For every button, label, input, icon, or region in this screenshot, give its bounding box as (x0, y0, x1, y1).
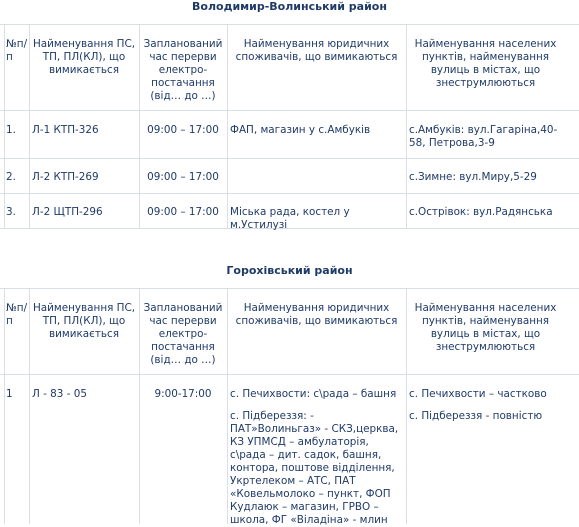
row-time: 09:00 – 17:00 (147, 124, 219, 136)
table-border (4, 24, 5, 228)
row-time: 09:00 – 17:00 (147, 171, 219, 183)
row-consumers: ФАП, магазин у с.Амбуків (230, 124, 371, 136)
row-line: Л - 83 - 05 (32, 388, 87, 400)
row-settlements-2: с. Підбереззя - повністю (409, 410, 543, 422)
row-settlements: с.Амбуків: вул.Гагаріна,40-58, Петрова,3-9 (409, 124, 558, 149)
header-settlements: Найменування населених пунктів, найменування вулиць в містах, що знеструмлюються (414, 302, 557, 353)
row-time: 09:00 – 17:00 (147, 206, 219, 218)
table-border (29, 288, 30, 524)
header-consumers: Найменування юридичних споживачів, що вимикаються (235, 302, 398, 327)
table-border (0, 24, 579, 25)
header-settlements: Найменування населених пунктів, найменування вулиць в містах, що знеструмлюються (414, 38, 557, 89)
table-border (406, 288, 407, 524)
row-time: 9:00-17:00 (154, 388, 212, 400)
table-border (0, 288, 579, 289)
row-line: Л-1 КТП-326 (32, 124, 99, 136)
table-border (0, 374, 579, 375)
row-num: 1 (6, 388, 13, 400)
district-title: Володимир-Волинський район (192, 0, 387, 13)
district-title: Горохівський район (226, 264, 353, 277)
table-border (139, 288, 140, 524)
row-line: Л-2 КТП-269 (32, 171, 99, 183)
table-border (0, 110, 579, 111)
header-time: Запланований час перерви електро-постачання (від… до …) (143, 38, 223, 102)
row-num: 1. (6, 124, 16, 136)
table-border (227, 24, 228, 228)
table-border (4, 288, 5, 524)
row-num: 2. (6, 171, 16, 183)
header-num: №п/п (6, 38, 28, 63)
header-num: №п/п (6, 302, 28, 327)
table-border (139, 24, 140, 228)
table-border (0, 158, 579, 159)
table-border (227, 288, 228, 524)
row-line: Л-2 ЩТП-296 (32, 206, 103, 218)
table-border (29, 24, 30, 228)
row-settlements: с.Зимне: вул.Миру,5-29 (409, 171, 537, 183)
table-border (0, 193, 579, 194)
header-line: Найменування ПС, ТП, ПЛ(КЛ), що вимикається (32, 302, 136, 340)
row-consumers-2: с. Підбереззя: - ПАТ»Волиньгаз» - СКЗ,церква, КЗ УПМСД – амбулаторія, с\рада – дит. садок, башня, контора, поштове відділення, Укртелеком – АТС, ПАТ «Ковельмолоко – пункт, ФОП Кудлаюк – магазин, ГРВО – школа, ФГ «Віладіна» - млин (230, 410, 399, 526)
row-settlements: с.Острівок: вул.Радянська (409, 206, 553, 218)
row-consumers-1: с. Печихвости: с\рада – башня (230, 388, 397, 400)
row-num: 3. (6, 206, 16, 218)
header-time: Запланований час перерви електро-постачання (від… до …) (143, 302, 223, 366)
table-border (406, 24, 407, 228)
row-consumers: Міська рада, костел у м.Устилузі (230, 206, 350, 231)
header-consumers: Найменування юридичних споживачів, що вимикаються (235, 38, 398, 63)
row-settlements-1: с. Печихвости – частково (409, 388, 547, 400)
header-line: Найменування ПС, ТП, ПЛ(КЛ), що вимикається (32, 38, 136, 76)
